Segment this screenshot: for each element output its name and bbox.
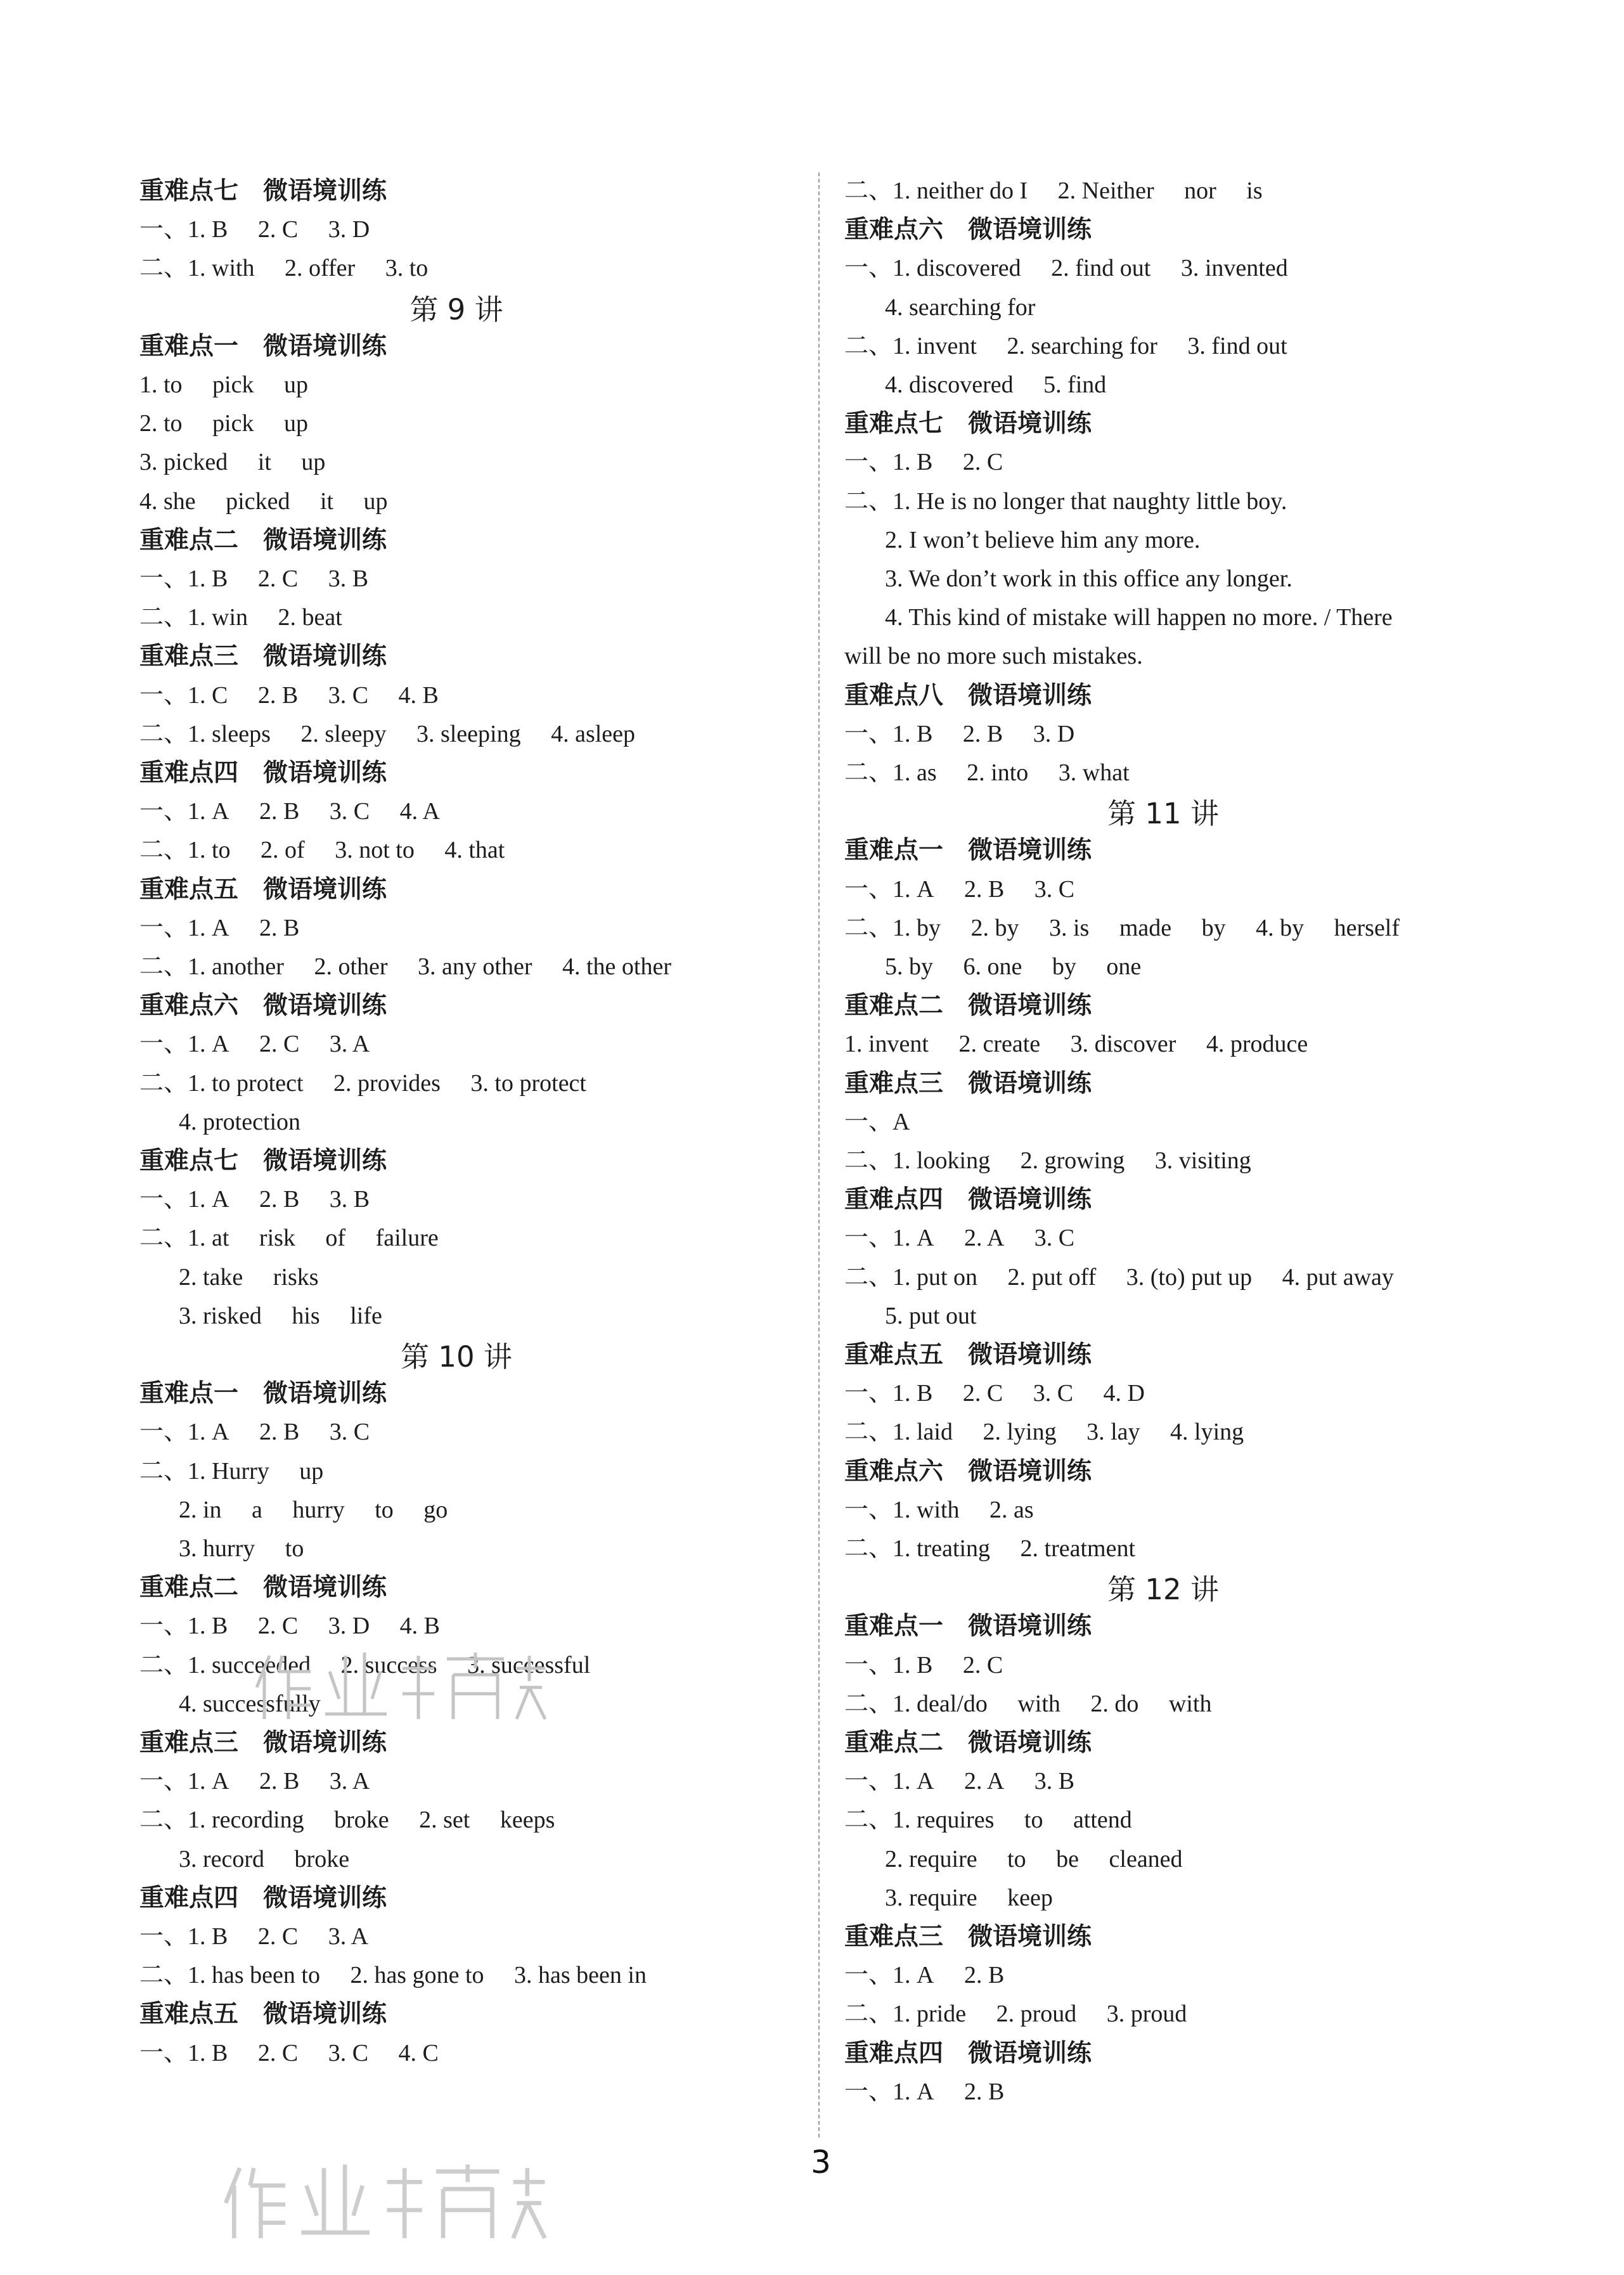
answer-line: 1. invent 2. create 3. discover 4. produce <box>844 1031 1308 1058</box>
lecture-heading: 第 10 讲 <box>401 1340 512 1374</box>
lecture-heading: 第 9 讲 <box>409 292 503 326</box>
lecture-heading: 第 11 讲 <box>1107 797 1219 831</box>
answer-line: 二、1. neither do I 2. Neither nor is <box>844 177 1263 204</box>
answer-line: 二、1. laid 2. lying 3. lay 4. lying <box>844 1419 1244 1446</box>
section-heading: 重难点二 微语境训练 <box>139 525 387 555</box>
answer-line: 一、1. A 2. C 3. A <box>139 1031 370 1058</box>
section-heading: 重难点三 微语境训练 <box>844 1923 1092 1951</box>
answer-line: 二、1. looking 2. growing 3. visiting <box>844 1147 1251 1174</box>
section-heading: 重难点一 微语境训练 <box>844 1612 1092 1641</box>
answer-line: 4. searching for <box>885 293 1036 321</box>
answer-line: 2. in a hurry to go <box>179 1496 448 1523</box>
answer-line: 一、1. A 2. B 3. C 4. A <box>139 798 440 825</box>
answer-line: 二、1. put on 2. put off 3. (to) put up 4. put away <box>844 1263 1394 1291</box>
section-heading: 重难点五 微语境训练 <box>139 875 387 904</box>
answer-line: 二、1. treating 2. treatment <box>844 1535 1136 1562</box>
answer-line: 二、1. deal/do with 2. do with <box>844 1690 1212 1717</box>
answer-line: 二、1. requires to attend <box>844 1807 1132 1834</box>
answer-line: 二、1. by 2. by 3. is made by 4. by herself <box>844 914 1400 941</box>
answer-line: 二、1. win 2. beat <box>139 604 342 631</box>
answer-line: 一、1. A 2. B <box>844 1962 1005 1989</box>
answer-line: 二、1. another 2. other 3. any other 4. the other <box>139 953 671 980</box>
answer-line: 2. to pick up <box>139 410 308 437</box>
answer-line: 一、A <box>844 1108 910 1135</box>
answer-line: 二、1. with 2. offer 3. to <box>139 255 429 282</box>
answer-line: 4. successfully <box>179 1690 321 1717</box>
answer-line: 一、1. B 2. C 3. D <box>139 216 370 243</box>
answer-line: 2. I won’t believe him any more. <box>885 526 1201 553</box>
answer-line: 一、1. B 2. C 3. D 4. B <box>139 1613 440 1640</box>
section-heading: 重难点八 微语境训练 <box>844 681 1092 710</box>
answer-line: 二、1. Hurry up <box>139 1457 324 1485</box>
answer-line: 二、1. recording broke 2. set keeps <box>139 1807 555 1834</box>
answer-line: 一、1. A 2. B 3. A <box>139 1768 370 1795</box>
answer-line: 一、1. B 2. C 3. B <box>139 565 369 592</box>
answer-line: 4. This kind of mistake will happen no more. / There <box>885 604 1393 631</box>
answer-line: 3. risked his life <box>179 1302 382 1329</box>
answer-line: 3. We don’t work in this office any longer. <box>885 565 1292 592</box>
section-heading: 重难点一 微语境训练 <box>139 1379 387 1408</box>
answer-line: 4. discovered 5. find <box>885 371 1107 398</box>
lecture-heading: 第 12 讲 <box>1107 1573 1219 1607</box>
answer-line: 一、1. A 2. B 3. B <box>139 1186 370 1213</box>
section-heading: 重难点六 微语境训练 <box>844 216 1092 245</box>
answer-line: 2. require to be cleaned <box>885 1845 1183 1872</box>
page-number: 3 <box>811 2144 831 2181</box>
section-heading: 重难点七 微语境训练 <box>139 177 387 205</box>
answer-line: 二、1. has been to 2. has gone to 3. has been in <box>139 1962 647 1989</box>
section-heading: 重难点六 微语境训练 <box>139 991 387 1021</box>
answer-line: 2. take risks <box>179 1263 319 1291</box>
answer-line: 二、1. to protect 2. provides 3. to protect <box>139 1069 586 1097</box>
section-heading: 重难点四 微语境训练 <box>844 1185 1092 1215</box>
section-heading: 重难点七 微语境训练 <box>139 1147 387 1175</box>
section-heading: 重难点七 微语境训练 <box>844 409 1092 439</box>
section-heading: 重难点一 微语境训练 <box>139 332 387 361</box>
answer-line: 一、1. B 2. C <box>844 449 1003 476</box>
section-heading: 重难点一 微语境训练 <box>844 836 1092 865</box>
answer-line: 二、1. as 2. into 3. what <box>844 759 1130 786</box>
answer-line: 二、1. invent 2. searching for 3. find out <box>844 332 1287 359</box>
section-heading: 重难点三 微语境训练 <box>844 1069 1092 1098</box>
section-heading: 重难点五 微语境训练 <box>844 1341 1092 1369</box>
section-heading: 重难点六 微语境训练 <box>844 1457 1092 1486</box>
watermark-logo-center <box>250 1643 548 1725</box>
answer-line: 二、1. He is no longer that naughty little boy. <box>844 487 1287 515</box>
answer-line: will be no more such mistakes. <box>844 643 1143 670</box>
answer-line: 一、1. A 2. B <box>844 2078 1005 2105</box>
section-heading: 重难点四 微语境训练 <box>844 2039 1092 2068</box>
answer-line: 一、1. B 2. B 3. D <box>844 720 1075 747</box>
answer-line: 二、1. sleeps 2. sleepy 3. sleeping 4. asleep <box>139 720 636 747</box>
section-heading: 重难点四 微语境训练 <box>139 759 387 787</box>
section-heading: 重难点三 微语境训练 <box>139 642 387 671</box>
answer-line: 3. picked it up <box>139 449 326 476</box>
answer-line: 3. require keep <box>885 1884 1053 1911</box>
answer-line: 3. hurry to <box>179 1535 304 1562</box>
section-heading: 重难点四 微语境训练 <box>139 1883 387 1912</box>
answer-line: 一、1. A 2. B 3. C <box>139 1419 370 1446</box>
answer-line: 一、1. B 2. C <box>844 1651 1003 1679</box>
answer-line: 一、1. with 2. as <box>844 1496 1034 1523</box>
section-heading: 重难点二 微语境训练 <box>139 1573 387 1602</box>
answer-line: 4. protection <box>179 1108 301 1135</box>
watermark-logo-bottom <box>219 2152 548 2247</box>
answer-line: 一、1. A 2. A 3. B <box>844 1768 1075 1795</box>
answer-line: 二、1. succeeded 2. success 3. successful <box>139 1651 591 1679</box>
section-heading: 重难点五 微语境训练 <box>139 2000 387 2029</box>
section-heading: 重难点三 微语境训练 <box>139 1729 387 1757</box>
answer-line: 一、1. A 2. B <box>139 914 300 941</box>
answer-line: 一、1. B 2. C 3. C 4. D <box>844 1380 1145 1407</box>
answer-line: 二、1. to 2. of 3. not to 4. that <box>139 837 505 864</box>
answer-line: 一、1. B 2. C 3. C 4. C <box>139 2039 439 2066</box>
answer-line: 一、1. discovered 2. find out 3. invented <box>844 255 1288 282</box>
answer-line: 1. to pick up <box>139 371 308 398</box>
answer-line: 一、1. A 2. A 3. C <box>844 1225 1075 1252</box>
answer-line: 二、1. at risk of failure <box>139 1225 439 1252</box>
answer-line: 二、1. pride 2. proud 3. proud <box>844 2001 1187 2028</box>
section-heading: 重难点二 微语境训练 <box>844 1729 1092 1757</box>
answer-line: 一、1. A 2. B 3. C <box>844 875 1075 903</box>
answer-line: 4. she picked it up <box>139 487 388 515</box>
answer-line: 5. put out <box>885 1302 977 1329</box>
section-heading: 重难点二 微语境训练 <box>844 991 1092 1021</box>
answer-line: 一、1. B 2. C 3. A <box>139 1923 369 1950</box>
answer-line: 3. record broke <box>179 1845 350 1872</box>
answer-line: 一、1. C 2. B 3. C 4. B <box>139 681 439 709</box>
answer-line: 5. by 6. one by one <box>885 953 1142 980</box>
